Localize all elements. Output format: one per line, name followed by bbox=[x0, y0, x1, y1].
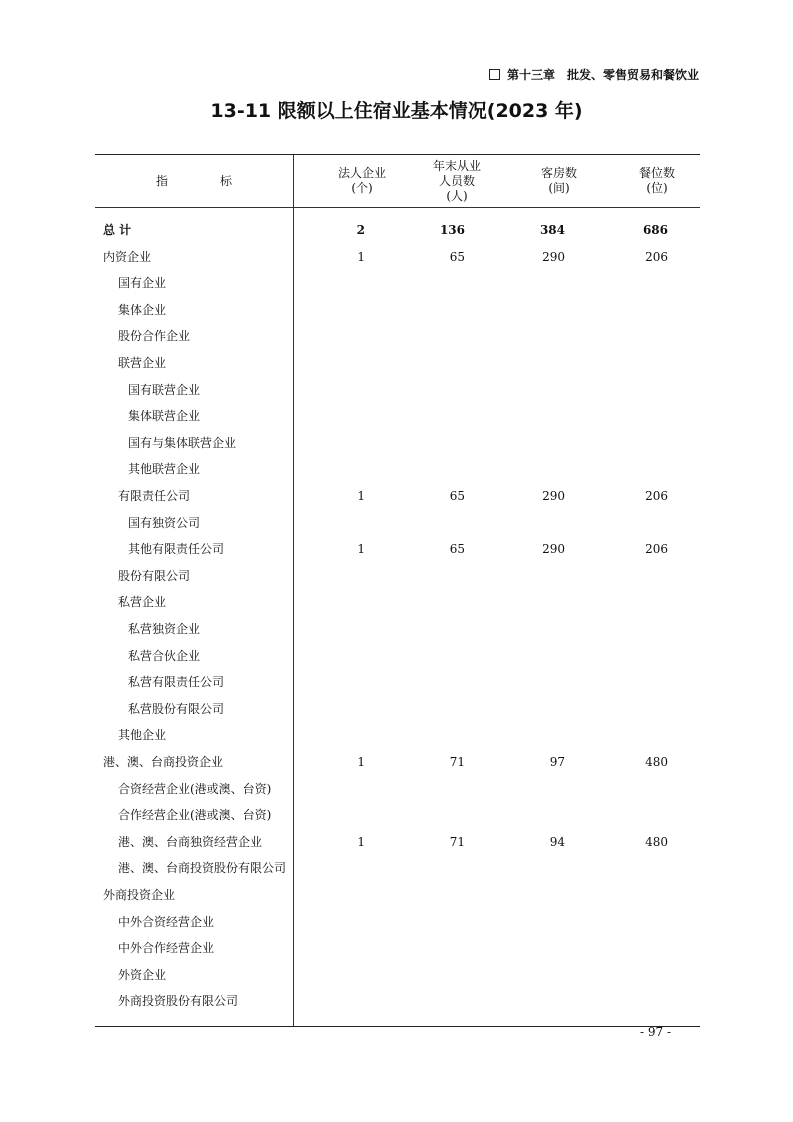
cell-value bbox=[285, 776, 365, 802]
cell-value bbox=[285, 722, 365, 748]
cell-value bbox=[588, 643, 668, 669]
page-number: - 97 - bbox=[640, 1025, 672, 1039]
cell-value bbox=[285, 323, 365, 349]
cell-value: 1 bbox=[357, 834, 365, 849]
table-row bbox=[95, 722, 700, 748]
row-label: 内资企业 bbox=[103, 249, 152, 264]
cell-value: 384 bbox=[539, 223, 565, 237]
cell-value bbox=[588, 270, 668, 296]
row-label: 集体企业 bbox=[118, 302, 167, 317]
cell-value bbox=[385, 855, 465, 881]
cell-value bbox=[485, 855, 565, 881]
table-row bbox=[95, 962, 700, 988]
cell-value: 290 bbox=[542, 249, 565, 264]
cell-value bbox=[485, 563, 565, 589]
cell-value bbox=[385, 510, 465, 536]
table-row bbox=[95, 696, 700, 722]
cell-value bbox=[285, 510, 365, 536]
cell-value bbox=[485, 589, 565, 615]
row-label: 国有企业 bbox=[118, 276, 167, 291]
cell-value bbox=[285, 909, 365, 935]
cell-value: 206 bbox=[645, 542, 668, 557]
cell-value bbox=[588, 696, 668, 722]
cell-value: 686 bbox=[642, 223, 668, 237]
column-header-line: (位) bbox=[646, 181, 668, 195]
cell-value bbox=[588, 323, 668, 349]
cell-value bbox=[385, 935, 465, 961]
cell-value bbox=[485, 377, 565, 403]
cell-value bbox=[385, 962, 465, 988]
cell-value bbox=[385, 456, 465, 482]
cell-value bbox=[485, 403, 565, 429]
indicator-header-char-2: 标 bbox=[220, 173, 233, 188]
cell-value: 1 bbox=[357, 489, 365, 503]
cell-value bbox=[485, 776, 565, 802]
row-label: 外商投资企业 bbox=[103, 888, 176, 902]
cell-value: 94 bbox=[549, 834, 565, 849]
cell-value bbox=[485, 350, 565, 376]
chapter-header bbox=[489, 66, 699, 83]
indicator-header bbox=[95, 155, 293, 207]
square-bullet-icon bbox=[489, 69, 500, 80]
cell-value bbox=[385, 350, 465, 376]
cell-value bbox=[285, 589, 365, 615]
row-label: 总 计 bbox=[103, 223, 132, 237]
cell-value bbox=[485, 270, 565, 296]
table-row bbox=[95, 589, 700, 615]
cell-value bbox=[285, 988, 365, 1014]
row-label: 其他企业 bbox=[118, 728, 167, 743]
row-label: 中外合资经营企业 bbox=[118, 914, 215, 929]
cell-value bbox=[285, 403, 365, 429]
cell-value: 65 bbox=[449, 489, 465, 503]
cell-value bbox=[485, 616, 565, 642]
column-header-line: 年末从业 bbox=[432, 158, 481, 173]
cell-value bbox=[485, 909, 565, 935]
cell-value: 290 bbox=[542, 489, 565, 503]
cell-value bbox=[285, 696, 365, 722]
cell-value bbox=[385, 270, 465, 296]
table-row bbox=[95, 377, 700, 403]
cell-value bbox=[385, 696, 465, 722]
cell-value bbox=[588, 350, 668, 376]
cell-value bbox=[485, 430, 565, 456]
cell-value: 136 bbox=[439, 223, 465, 237]
table-row bbox=[95, 776, 700, 802]
cell-value: 65 bbox=[449, 249, 465, 264]
table-row bbox=[95, 350, 700, 376]
cell-value bbox=[385, 430, 465, 456]
cell-value bbox=[588, 669, 668, 695]
row-label: 中外合作经营企业 bbox=[118, 941, 215, 956]
table-row bbox=[95, 563, 700, 589]
table-row bbox=[95, 882, 700, 908]
column-header-3 bbox=[511, 155, 607, 207]
cell-value bbox=[588, 563, 668, 589]
cell-value bbox=[285, 643, 365, 669]
table-row bbox=[95, 643, 700, 669]
cell-value bbox=[285, 456, 365, 482]
cell-value: 1 bbox=[357, 249, 365, 264]
cell-value bbox=[485, 722, 565, 748]
cell-value bbox=[285, 270, 365, 296]
column-header-line: (人) bbox=[446, 188, 468, 203]
table-row bbox=[95, 403, 700, 429]
cell-value bbox=[485, 802, 565, 828]
cell-value: 480 bbox=[645, 755, 668, 769]
column-header-line: 餐位数 bbox=[638, 166, 675, 180]
cell-value bbox=[588, 909, 668, 935]
table-row bbox=[95, 749, 700, 775]
cell-value bbox=[385, 377, 465, 403]
cell-value bbox=[285, 669, 365, 695]
cell-value: 206 bbox=[645, 489, 668, 503]
cell-value: 65 bbox=[449, 542, 465, 557]
cell-value bbox=[485, 669, 565, 695]
cell-value bbox=[485, 696, 565, 722]
column-header-line: (个) bbox=[351, 181, 373, 195]
cell-value bbox=[588, 589, 668, 615]
cell-value: 1 bbox=[357, 755, 365, 769]
cell-value bbox=[385, 403, 465, 429]
column-header-1 bbox=[314, 155, 410, 207]
cell-value bbox=[285, 802, 365, 828]
cell-value bbox=[588, 802, 668, 828]
row-label: 外商投资股份有限公司 bbox=[118, 994, 239, 1009]
cell-value bbox=[385, 776, 465, 802]
cell-value: 71 bbox=[449, 755, 465, 769]
page-title: 13-11 限额以上住宿业基本情况(2023 年) bbox=[210, 100, 583, 122]
row-label: 其他有限责任公司 bbox=[128, 542, 225, 557]
table-row bbox=[95, 430, 700, 456]
statistics-table bbox=[95, 154, 700, 1027]
column-header-4 bbox=[609, 155, 705, 207]
cell-value bbox=[385, 909, 465, 935]
header-rule bbox=[95, 207, 700, 208]
row-label: 有限责任公司 bbox=[118, 489, 191, 503]
cell-value bbox=[385, 722, 465, 748]
row-label: 国有独资公司 bbox=[128, 515, 201, 530]
cell-value bbox=[385, 589, 465, 615]
column-header-line: (间) bbox=[548, 181, 570, 195]
cell-value bbox=[285, 962, 365, 988]
table-row bbox=[95, 669, 700, 695]
cell-value bbox=[588, 430, 668, 456]
cell-value bbox=[285, 350, 365, 376]
cell-value bbox=[588, 722, 668, 748]
cell-value bbox=[485, 510, 565, 536]
row-label: 外资企业 bbox=[118, 967, 167, 982]
cell-value bbox=[385, 297, 465, 323]
chapter-number: 第十三章 bbox=[506, 68, 555, 82]
cell-value: 97 bbox=[549, 755, 565, 769]
cell-value bbox=[385, 988, 465, 1014]
cell-value bbox=[588, 510, 668, 536]
cell-value bbox=[385, 802, 465, 828]
table-row bbox=[95, 483, 700, 509]
table-row bbox=[95, 510, 700, 536]
cell-value bbox=[588, 403, 668, 429]
row-label: 私营独资企业 bbox=[128, 622, 201, 636]
cell-value bbox=[588, 456, 668, 482]
row-label: 合资经营企业(港或澳、台资) bbox=[118, 781, 272, 796]
table-row bbox=[95, 536, 700, 562]
cell-value bbox=[588, 297, 668, 323]
cell-value bbox=[588, 377, 668, 403]
cell-value bbox=[588, 855, 668, 881]
table-row bbox=[95, 217, 700, 243]
cell-value: 2 bbox=[356, 223, 365, 237]
table-row bbox=[95, 935, 700, 961]
cell-value bbox=[588, 988, 668, 1014]
cell-value bbox=[485, 456, 565, 482]
cell-value: 206 bbox=[645, 249, 668, 264]
indicator-header-char-1: 指 bbox=[155, 173, 168, 188]
table-row bbox=[95, 323, 700, 349]
row-label: 合作经营企业(港或澳、台资) bbox=[118, 808, 272, 823]
row-label: 私营合伙企业 bbox=[128, 648, 201, 663]
table-row bbox=[95, 456, 700, 482]
cell-value bbox=[485, 882, 565, 908]
cell-value bbox=[588, 616, 668, 642]
cell-value bbox=[485, 297, 565, 323]
table-row bbox=[95, 297, 700, 323]
cell-value: 71 bbox=[449, 834, 465, 849]
cell-value bbox=[385, 643, 465, 669]
cell-value bbox=[285, 430, 365, 456]
row-label: 私营股份有限公司 bbox=[128, 701, 225, 716]
cell-value: 1 bbox=[357, 542, 365, 557]
cell-value bbox=[485, 643, 565, 669]
row-label: 私营有限责任公司 bbox=[128, 675, 225, 690]
cell-value: 290 bbox=[542, 542, 565, 557]
cell-value bbox=[588, 882, 668, 908]
cell-value: 480 bbox=[645, 834, 668, 849]
column-header-line: 人员数 bbox=[438, 173, 475, 188]
cell-value bbox=[385, 616, 465, 642]
column-header-2 bbox=[409, 155, 505, 207]
cell-value bbox=[485, 962, 565, 988]
row-label: 集体联营企业 bbox=[128, 409, 201, 424]
table-row bbox=[95, 988, 700, 1014]
row-label: 国有联营企业 bbox=[128, 382, 201, 397]
column-header-line: 客房数 bbox=[540, 166, 577, 180]
table-row bbox=[95, 855, 700, 881]
row-label: 港、澳、台商独资经营企业 bbox=[118, 834, 263, 849]
row-label: 港、澳、台商投资企业 bbox=[103, 755, 224, 769]
cell-value bbox=[285, 935, 365, 961]
cell-value bbox=[285, 616, 365, 642]
column-header-line: 法人企业 bbox=[337, 166, 386, 180]
table-row bbox=[95, 270, 700, 296]
table-row bbox=[95, 802, 700, 828]
row-label: 港、澳、台商投资股份有限公司 bbox=[118, 861, 287, 876]
cell-value bbox=[285, 563, 365, 589]
row-label: 私营企业 bbox=[118, 595, 167, 610]
cell-value bbox=[588, 962, 668, 988]
row-label: 国有与集体联营企业 bbox=[128, 435, 237, 450]
cell-value bbox=[385, 323, 465, 349]
row-label: 其他联营企业 bbox=[128, 462, 201, 477]
cell-value bbox=[285, 297, 365, 323]
chapter-subject: 批发、零售贸易和餐饮业 bbox=[566, 68, 699, 82]
row-label: 联营企业 bbox=[118, 356, 167, 370]
table-row bbox=[95, 909, 700, 935]
cell-value bbox=[385, 669, 465, 695]
cell-value bbox=[588, 776, 668, 802]
cell-value bbox=[485, 935, 565, 961]
row-label: 股份有限公司 bbox=[118, 568, 191, 583]
cell-value bbox=[285, 882, 365, 908]
cell-value bbox=[385, 882, 465, 908]
cell-value bbox=[285, 377, 365, 403]
table-row bbox=[95, 616, 700, 642]
cell-value bbox=[588, 935, 668, 961]
cell-value bbox=[285, 855, 365, 881]
table-row bbox=[95, 244, 700, 270]
cell-value bbox=[485, 323, 565, 349]
row-label: 股份合作企业 bbox=[118, 329, 191, 344]
cell-value bbox=[485, 988, 565, 1014]
table-row bbox=[95, 829, 700, 855]
cell-value bbox=[385, 563, 465, 589]
